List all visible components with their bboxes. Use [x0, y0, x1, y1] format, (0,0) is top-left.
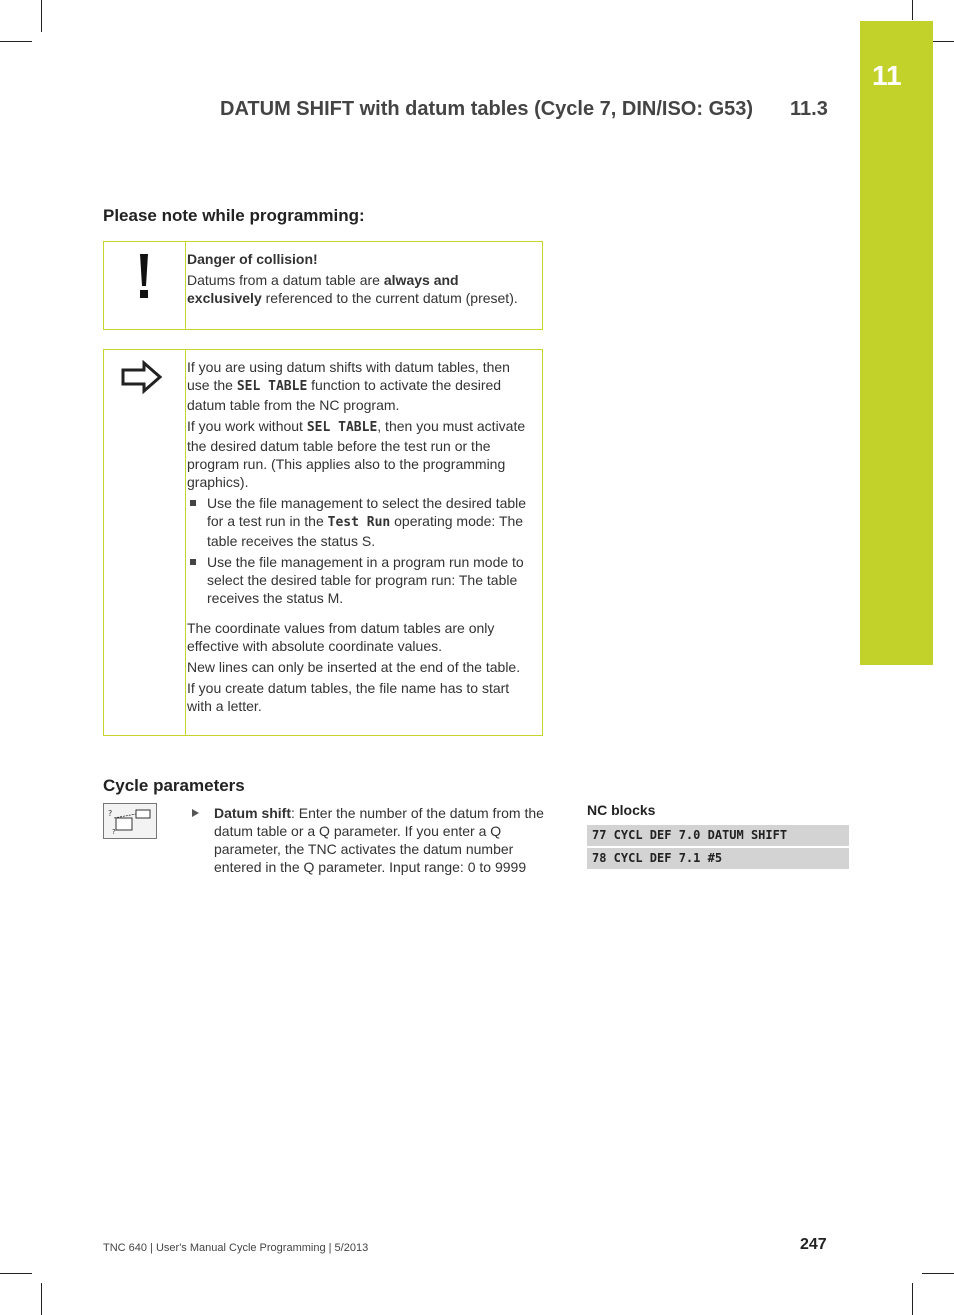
running-title: DATUM SHIFT with datum tables (Cycle 7, DIN/ISO: G53) — [220, 98, 754, 120]
chapter-tab — [860, 21, 933, 665]
triangle-bullet-icon — [192, 809, 199, 817]
cycle-icon — [103, 803, 157, 839]
bullet-square-icon — [190, 500, 196, 506]
svg-text:?: ? — [112, 828, 116, 836]
note-paragraph: The coordinate values from datum tables are only effective with absolute coordinate values. — [187, 620, 495, 654]
exclamation-icon — [134, 252, 154, 300]
crop-mark — [912, 1283, 913, 1315]
datum-shift-icon — [104, 804, 156, 838]
nc-block-row: 78 CYCL DEF 7.1 #5 — [587, 848, 849, 869]
crop-mark — [922, 1273, 954, 1274]
nc-block-row: 77 CYCL DEF 7.0 DATUM SHIFT — [587, 825, 849, 846]
note-box — [103, 349, 543, 736]
nc-blocks-heading: NC blocks — [587, 802, 656, 818]
warning-box — [103, 241, 543, 330]
chapter-number: 11 — [872, 60, 902, 91]
crop-mark — [912, 0, 913, 20]
footer-text: TNC 640 | User's Manual Cycle Programming | 5/2013 — [103, 1242, 369, 1254]
note-paragraph: New lines can only be inserted at the end of the table. — [187, 659, 521, 675]
arrow-right-icon — [120, 360, 164, 394]
crop-mark — [0, 1273, 32, 1274]
note-paragraph: If you are using datum shifts with datum tables, then use the SEL TABLE function to activate the desired datum table from the NC program. — [187, 359, 510, 413]
bullet-item: Use the file management in a program run mode to select the desired table for program run: The table receives the status M. — [187, 553, 535, 607]
parameter-text: Datum shift: Enter the number of the datum from the datum table or a Q parameter. If you enter a Q parameter, the TNC activates the datum number entered in the Q parameter. Input range: 0 to 9999 — [214, 805, 544, 875]
section-heading: Cycle parameters — [103, 776, 245, 795]
note-paragraph: If you create datum tables, the file name has to start with a letter. — [187, 680, 510, 714]
note-paragraph: If you work without SEL TABLE, then you must activate the desired datum table before the test run or the program run. (This applies also to the programming graphics). — [187, 418, 526, 490]
box-divider — [185, 350, 186, 735]
svg-text:?: ? — [108, 809, 113, 818]
note-content — [187, 358, 535, 718]
warning-text: Datums from a datum table are always and exclusively referenced to the current datum (preset). — [187, 272, 518, 306]
crop-mark — [0, 41, 32, 42]
bullet-square-icon — [190, 559, 196, 565]
crop-mark — [41, 0, 42, 32]
parameter-item — [192, 804, 547, 876]
box-divider — [185, 242, 186, 329]
section-number: 11.3 — [790, 98, 828, 120]
warning-content — [187, 250, 537, 310]
bullet-item: Use the file management to select the desired table for a test run in the Test Run operating mode: The table receives the status S. — [187, 494, 535, 550]
crop-mark — [41, 1283, 42, 1315]
warning-title: Danger of collision! — [187, 251, 318, 267]
page-number: 247 — [800, 1236, 827, 1253]
section-heading: Please note while programming: — [103, 206, 365, 225]
